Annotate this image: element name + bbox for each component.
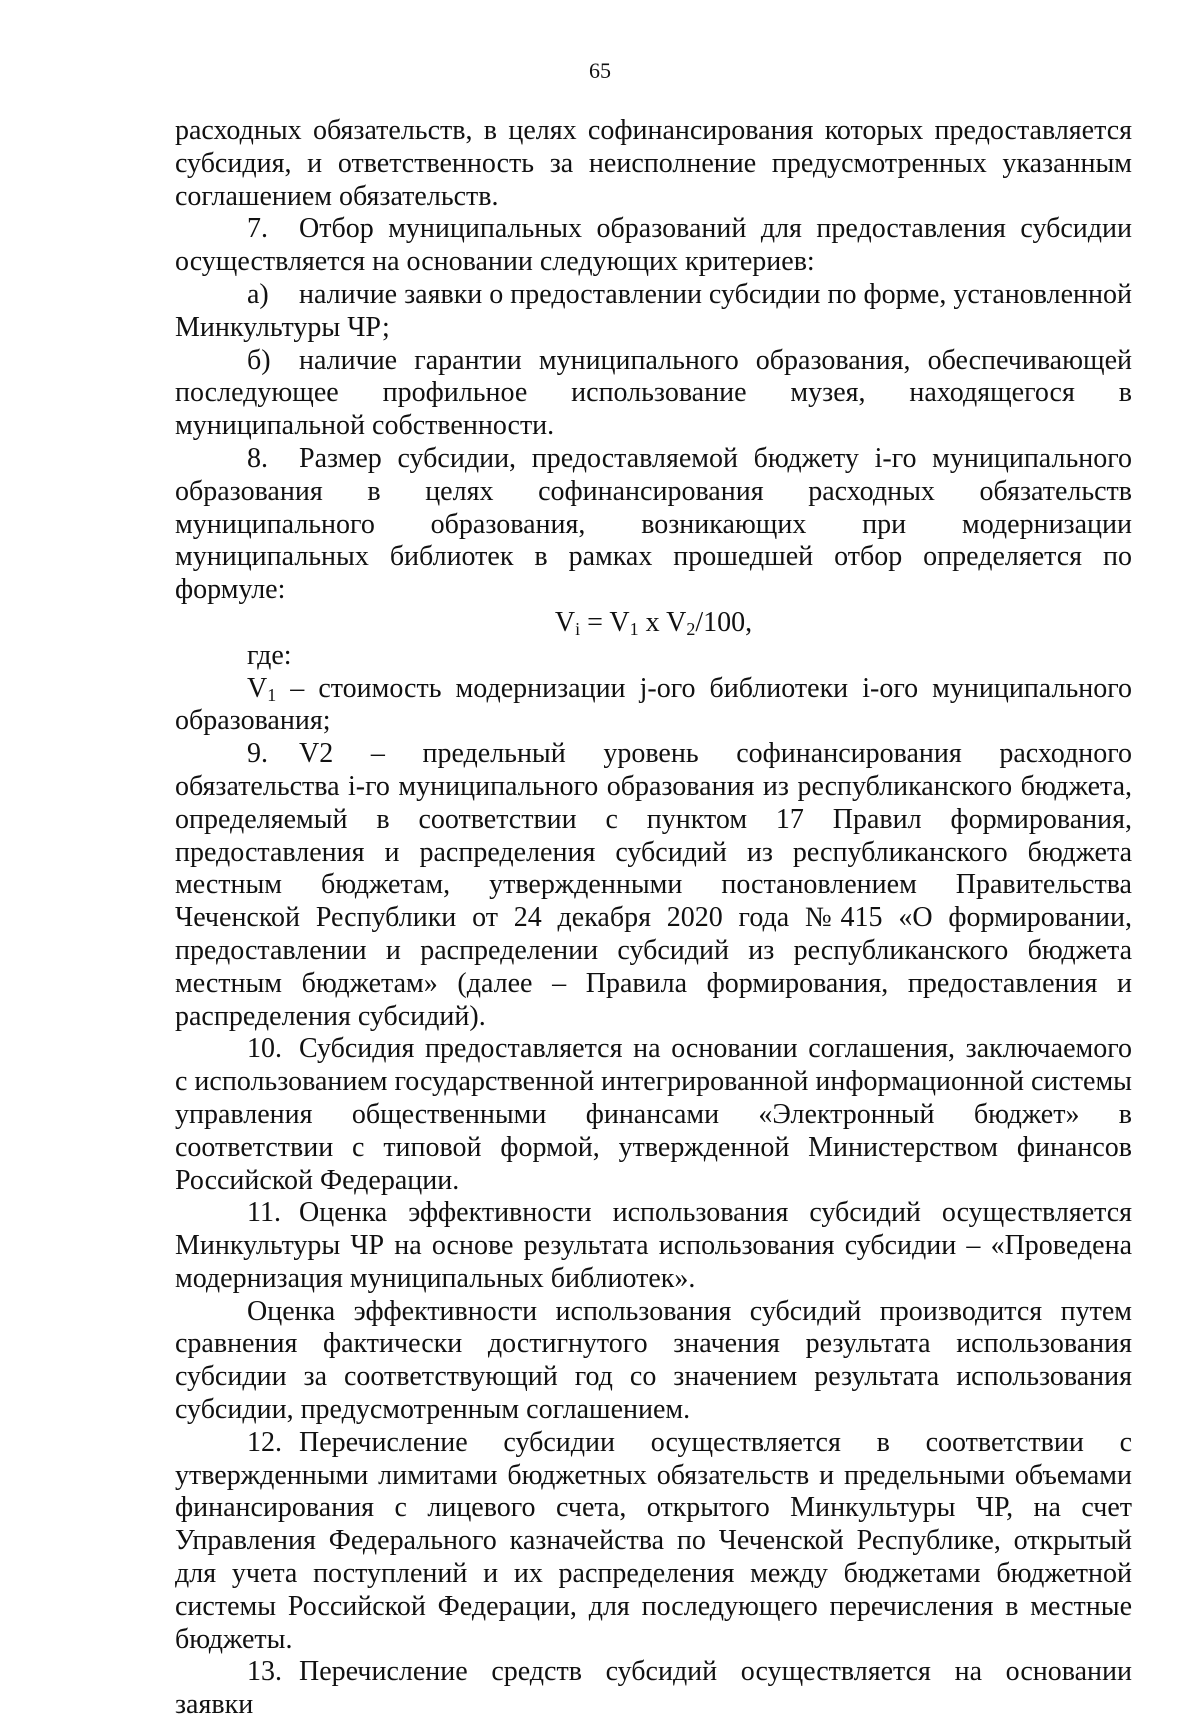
v1-definition bbox=[175, 673, 1132, 739]
formula-sub: 2 bbox=[686, 618, 696, 639]
definition-text: – стоимость модернизации j-ого библиотеки i-ого муниципального образования; bbox=[175, 672, 1132, 737]
paragraph-number: 12. bbox=[247, 1426, 282, 1458]
criterion-a bbox=[175, 279, 1132, 345]
paragraph-12 bbox=[175, 1427, 1132, 1657]
paragraph-text: Перечисление средств субсидий осуществляется на основании заявки bbox=[175, 1656, 1132, 1721]
formula-part: x V bbox=[638, 606, 687, 638]
criterion-b bbox=[175, 345, 1132, 443]
paragraph-9 bbox=[175, 738, 1132, 1033]
criterion-letter: а) bbox=[247, 278, 269, 310]
paragraph-text: Отбор муниципальных образований для предоставления субсидии осуществляется на основании следующих критериев: bbox=[175, 213, 1132, 278]
paragraph-number: 10. bbox=[247, 1033, 282, 1065]
formula bbox=[175, 607, 1132, 640]
paragraph-number: 8. bbox=[247, 442, 268, 474]
paragraph-number: 9. bbox=[247, 738, 268, 770]
definition-sub: 1 bbox=[267, 684, 277, 705]
formula-part: /100, bbox=[695, 606, 753, 638]
paragraph-text: V2 – предельный уровень софинансирования расходного обязательства i-го муниципального образования из республиканского бюджета, определяемый в соответствии с пунктом 17 Правил формирования, предоставления и распределения субсидий из республиканского бюджета местным бюджетам, утвержденными постановлением Правительства Чеченской Республики от 24 декабря 2020 года №415 «О формировании, предоставлении и распределении субсидий из республиканского бюджета местным бюджетам» (далее – Правила формирования, предоставления и распределения субсидий). bbox=[175, 738, 1132, 1032]
formula-part: = V bbox=[580, 606, 630, 638]
paragraph-text: Оценка эффективности использования субсидий осуществляется Минкультуры ЧР на основе результата использования субсидии – «Проведена модернизация муниципальных библиотек». bbox=[175, 1197, 1132, 1294]
paragraph-10 bbox=[175, 1033, 1132, 1197]
paragraph-text: Субсидия предоставляется на основании соглашения, заключаемого с использованием государственной интегрированной информационной системы управления общественными финансами «Электронный бюджет» в соответствии с типовой формой, утвержденной Министерством финансов Российской Федерации. bbox=[175, 1033, 1132, 1196]
paragraph-11-continued: Оценка эффективности использования субсидий производится путем сравнения фактически достигнутого значения результата использования субсидии за соответствующий год со значением результата использования субсидии, предусмотренным соглашением. bbox=[175, 1295, 1132, 1426]
formula-var: V bbox=[554, 606, 576, 638]
paragraph-number: 13. bbox=[247, 1656, 282, 1688]
paragraph-text: Размер субсидии, предоставляемой бюджету i-го муниципального образования в целях софинансирования расходных обязательств муниципального образования, возникающих при модернизации муниципальных библиотек в рамках прошедшей отбор определяется по формуле: bbox=[175, 442, 1132, 606]
paragraph-13 bbox=[175, 1656, 1132, 1722]
paragraph-number: 7. bbox=[247, 213, 268, 245]
paragraph-8 bbox=[175, 443, 1132, 607]
document-body bbox=[175, 115, 1132, 1722]
formula-sub: 1 bbox=[629, 618, 639, 639]
page-number: 65 bbox=[589, 58, 611, 83]
paragraph-text: Перечисление субсидии осуществляется в соответствии с утвержденными лимитами бюджетных обязательств и предельными объемами финансирования с лицевого счета, открытого Минкультуры ЧР, на счет Управления Федерального казначейства по Чеченской Республике, открытый для учета поступлений и их распределения между бюджетами бюджетной системы Российской Федерации, для последующего перечисления в местные бюджеты. bbox=[175, 1426, 1132, 1655]
where-label: где: bbox=[247, 639, 292, 671]
criterion-text: наличие заявки о предоставлении субсидии по форме, установленной Минкультуры ЧР; bbox=[175, 278, 1132, 343]
paragraph-number: 11. bbox=[247, 1197, 281, 1229]
criterion-letter: б) bbox=[247, 344, 271, 376]
criterion-text: наличие гарантии муниципального образования, обеспечивающей последующее профильное использование музея, находящегося в муниципальной собственности. bbox=[175, 344, 1132, 442]
paragraph-11 bbox=[175, 1197, 1132, 1295]
paragraph-continuation: расходных обязательств, в целях софинансирования которых предоставляется субсидия, и ответственность за неисполнение предусмотренных указанным соглашением обязательств. bbox=[175, 115, 1132, 212]
formula-sub: i bbox=[575, 618, 581, 639]
definition-var: V bbox=[247, 672, 268, 704]
paragraph-7 bbox=[175, 213, 1132, 279]
